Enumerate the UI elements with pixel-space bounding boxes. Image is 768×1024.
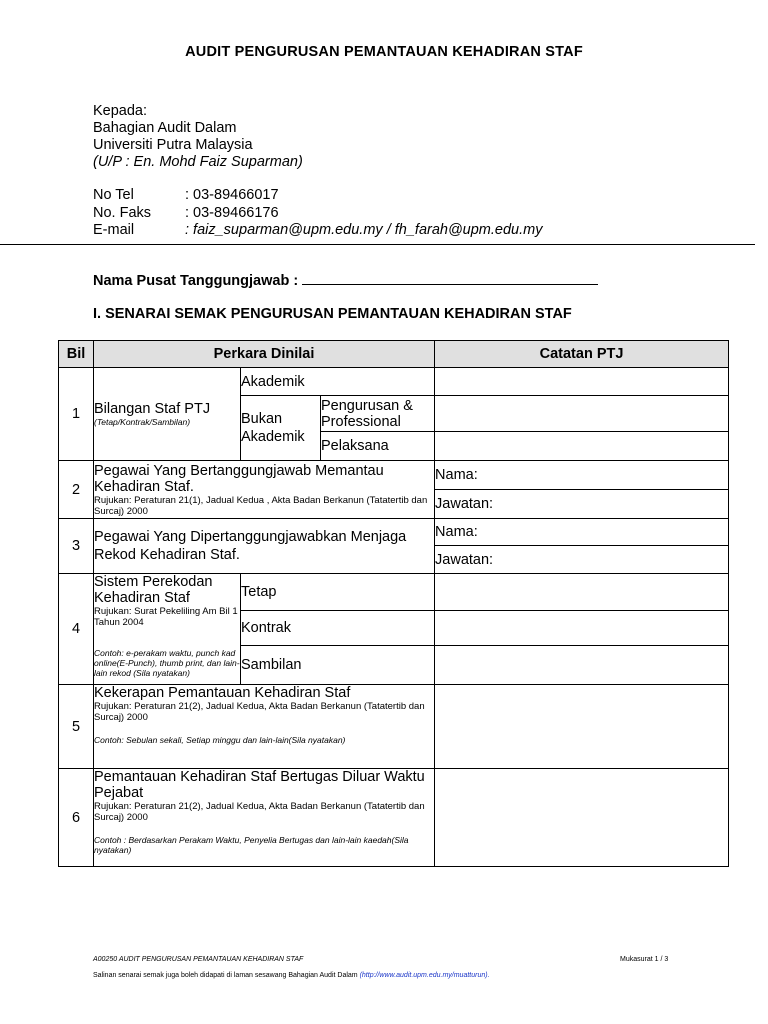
row6-catatan[interactable] bbox=[435, 769, 729, 867]
row4-sambilan: Sambilan bbox=[241, 646, 435, 685]
email-value: : faiz_suparman@upm.edu.my / fh_farah@upm.edu.my bbox=[185, 222, 543, 238]
address-line3: (U/P : En. Mohd Faiz Suparman) bbox=[93, 154, 303, 170]
row1-bil: 1 bbox=[59, 368, 94, 461]
row4-title: Sistem Perekodan Kehadiran Staf bbox=[94, 574, 213, 606]
section-title: I. SENARAI SEMAK PENGURUSAN PEMANTAUAN KEHADIRAN STAF bbox=[93, 306, 572, 322]
header-bil: Bil bbox=[59, 341, 94, 368]
row6-bil: 6 bbox=[59, 769, 94, 867]
row1-title: Bilangan Staf PTJ bbox=[94, 401, 211, 417]
row4-ref: Rujukan: Surat Pekeliling Am Bil 1 Tahun 2004 bbox=[94, 606, 238, 628]
row1-bukan: Bukan Akademik bbox=[241, 396, 321, 461]
row4-title-cell bbox=[94, 574, 241, 685]
row3-nama[interactable]: Nama: bbox=[435, 519, 729, 546]
row2-nama[interactable]: Nama: bbox=[435, 461, 729, 490]
header-perkara: Perkara Dinilai bbox=[94, 341, 435, 368]
row6-contoh: Contoh : Berdasarkan Perakam Waktu, Penyelia Bertugas dan lain-lain kaedah(Sila nyatakan) bbox=[94, 835, 409, 855]
row1-akademik: Akademik bbox=[241, 368, 435, 396]
row1-akademik-catatan[interactable] bbox=[435, 368, 729, 396]
row4-kontrak-catatan[interactable] bbox=[435, 611, 729, 646]
fax-value: : 03-89466176 bbox=[185, 204, 279, 221]
row6-ref: Rujukan: Peraturan 21(2), Jadual Kedua, Akta Badan Berkanun (Tatatertib dan Surcaj) 2000 bbox=[94, 801, 425, 823]
row5-ref: Rujukan: Peraturan 21(2), Jadual Kedua, Akta Badan Berkanun (Tatatertib dan Surcaj) 2000 bbox=[94, 701, 425, 723]
email-label: E-mail bbox=[93, 222, 135, 238]
row1-pengurusan-catatan[interactable] bbox=[435, 396, 729, 432]
ptj-label: Nama Pusat Tanggungjawab : bbox=[93, 273, 299, 289]
fax-label: No. Faks bbox=[93, 204, 152, 221]
row5-title-cell bbox=[94, 685, 435, 769]
row2-jawatan[interactable]: Jawatan: bbox=[435, 490, 729, 519]
row6-title: Pemantauan Kehadiran Staf Bertugas Diluar Waktu Pejabat bbox=[94, 769, 425, 801]
row2-title: Pegawai Yang Bertanggungjawab Memantau Kehadiran Staf. bbox=[94, 462, 384, 495]
address-line1: Bahagian Audit Dalam bbox=[93, 120, 237, 136]
row2-title-cell bbox=[94, 461, 435, 519]
row4-bil: 4 bbox=[59, 574, 94, 685]
ptj-blank-line[interactable] bbox=[302, 272, 598, 285]
row2-ref: Rujukan: Peraturan 21(1), Jadual Kedua , Akta Badan Berkanun (Tatatertib dan Surcaj) 2000 bbox=[94, 494, 428, 517]
row5-catatan[interactable] bbox=[435, 685, 729, 769]
row3-bil: 3 bbox=[59, 519, 94, 574]
row1-pelaksana-catatan[interactable] bbox=[435, 432, 729, 461]
row1-pengurusan: Pengurusan & Professional bbox=[321, 396, 435, 432]
address-block bbox=[93, 103, 303, 171]
row4-kontrak: Kontrak bbox=[241, 611, 435, 646]
row4-tetap: Tetap bbox=[241, 574, 435, 611]
row1-pelaksana: Pelaksana bbox=[321, 432, 435, 461]
footer-note-text: Salinan senarai semak juga boleh didapati di laman sesawang Bahagian Audit Dalam bbox=[93, 972, 358, 979]
document-title: AUDIT PENGURUSAN PEMANTAUAN KEHADIRAN STAF bbox=[185, 44, 583, 60]
row3-title: Pegawai Yang Dipertanggungjawabkan Menjaga Rekod Kehadiran Staf. bbox=[94, 529, 407, 563]
footer-page-number: Mukasurat 1 / 3 bbox=[620, 956, 669, 963]
address-line2: Universiti Putra Malaysia bbox=[93, 137, 253, 153]
tel-value: : 03-89466017 bbox=[185, 187, 279, 203]
row3-jawatan[interactable]: Jawatan: bbox=[435, 546, 729, 574]
row6-title-cell bbox=[94, 769, 435, 867]
row4-sambilan-catatan[interactable] bbox=[435, 646, 729, 685]
row2-bil: 2 bbox=[59, 461, 94, 519]
divider-line bbox=[0, 244, 755, 245]
row5-bil: 5 bbox=[59, 685, 94, 769]
footer-link[interactable]: (http://www.audit.upm.edu.my/muatturun). bbox=[359, 972, 490, 979]
header-catatan: Catatan PTJ bbox=[435, 341, 729, 368]
row4-tetap-catatan[interactable] bbox=[435, 574, 729, 611]
row5-contoh: Contoh: Sebulan sekali, Setiap minggu dan lain-lain(Sila nyatakan) bbox=[94, 735, 346, 745]
row1-sub: (Tetap/Kontrak/Sambilan) bbox=[94, 417, 191, 427]
checklist-table bbox=[58, 340, 729, 867]
footer-doc-code: A00250 AUDIT PENGURUSAN PEMANTAUAN KEHADIRAN STAF bbox=[93, 956, 304, 963]
tel-label: No Tel bbox=[93, 187, 134, 203]
ptj-field bbox=[93, 272, 598, 289]
row4-contoh: Contoh: e-perakam waktu, punch kad online(E-Punch), thumb print, dan lain-lain rekod (Sila nyatakan) bbox=[94, 648, 240, 678]
row3-title-cell bbox=[94, 519, 435, 574]
footer-note bbox=[93, 972, 490, 979]
contact-block bbox=[93, 187, 542, 240]
row5-title: Kekerapan Pemantauan Kehadiran Staf bbox=[94, 685, 351, 701]
address-kepada: Kepada: bbox=[93, 103, 148, 119]
row1-title-cell bbox=[94, 368, 241, 461]
